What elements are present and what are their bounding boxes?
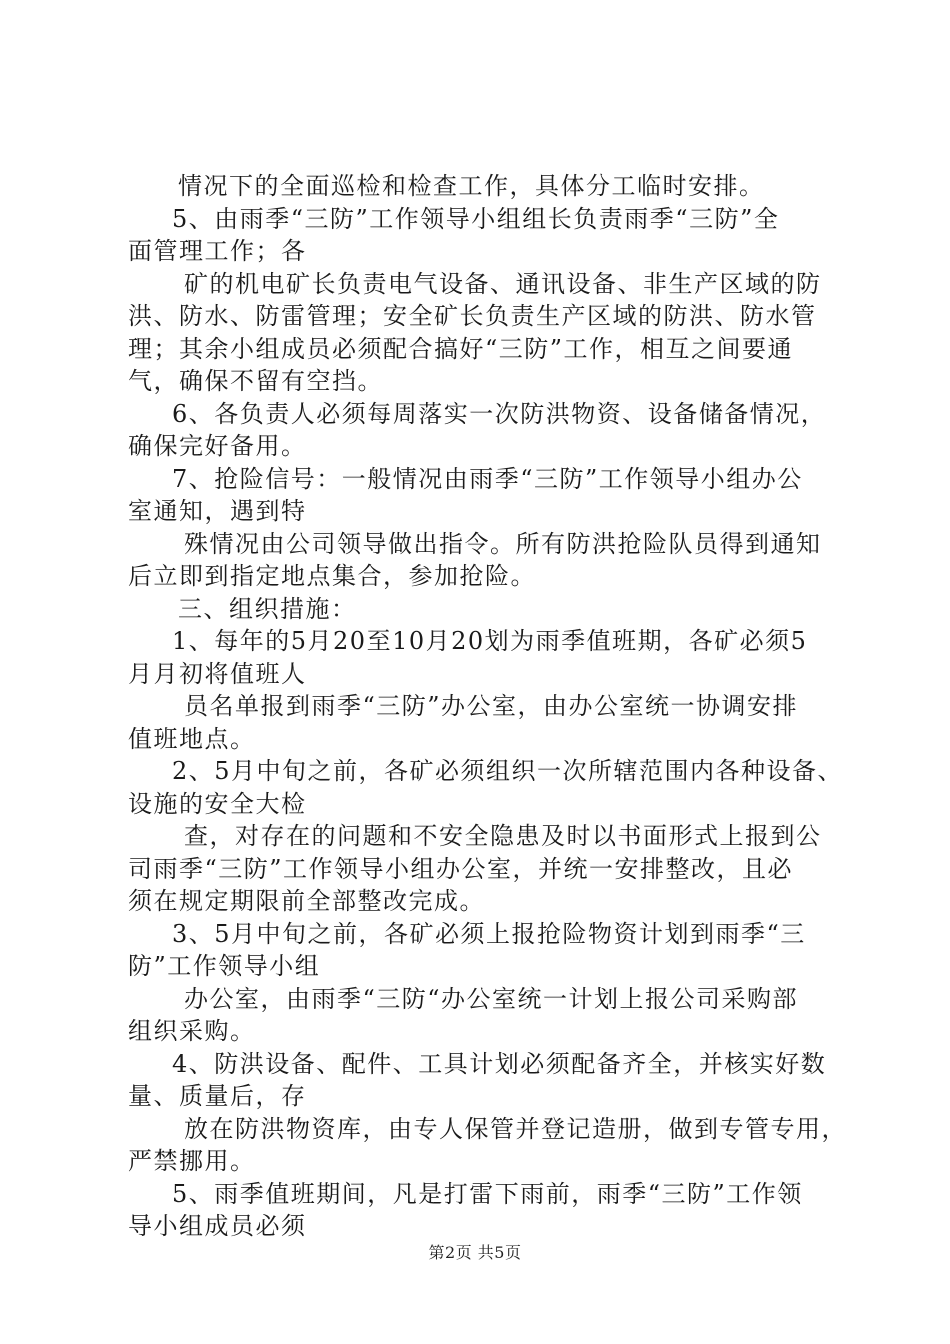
text-line: 7、抢险信号：一般情况由雨季“三防”工作领导小组办公 — [172, 464, 803, 493]
text-line: 量、质量后，存 — [128, 1082, 307, 1110]
text-line: 6、各负责人必须每周落实一次防洪物资、设备储备情况， — [172, 399, 827, 428]
text-line: 1、每年的5月20至10月20划为雨季值班期，各矿必须5 — [172, 627, 808, 655]
text-line: 办公室，由雨季“三防“办公室统一计划上报公司采购部 — [184, 984, 799, 1013]
text-line: 导小组成员必须 — [128, 1212, 307, 1240]
text-line: 确保完好备用。 — [128, 432, 307, 460]
text-line: 防”工作领导小组 — [128, 952, 321, 980]
text-line: 4、防洪设备、配件、工具计划必须配备齐全，并核实好数 — [172, 1049, 827, 1078]
text-line: 查，对存在的问题和不安全隐患及时以书面形式上报到公 — [184, 822, 822, 850]
text-line: 矿的机电矿长负责电气设备、通讯设备、非生产区域的防 — [184, 269, 822, 298]
text-line: 后立即到指定地点集合，参加抢险。 — [128, 562, 536, 590]
text-line: 2、5月中旬之前，各矿必须组织一次所辖范围内各种设备、 — [172, 757, 844, 785]
document-body — [128, 170, 847, 1243]
text-line: 室通知，遇到特 — [128, 497, 307, 525]
text-line: 理；其余小组成员必须配合搞好“三防”工作，相互之间要通 — [128, 334, 794, 363]
text-line: 月月初将值班人 — [128, 659, 307, 688]
text-line: 气，确保不留有空挡。 — [128, 367, 383, 395]
text-line: 员名单报到雨季“三防”办公室，由办公室统一协调安排 — [184, 692, 799, 720]
text-line: 5、由雨季“三防”工作领导小组组长负责雨季“三防”全 — [172, 204, 780, 233]
text-line: 司雨季“三防”工作领导小组办公室，并统一安排整改，且必 — [128, 854, 794, 883]
text-line: 三、组织措施： — [178, 594, 357, 623]
text-line: 放在防洪物资库，由专人保管并登记造册，做到专管专用， — [184, 1114, 847, 1143]
text-line: 殊情况由公司领导做出指令。所有防洪抢险队员得到通知 — [184, 529, 822, 558]
text-line: 须在规定期限前全部整改完成。 — [128, 887, 485, 915]
text-line: 5、雨季值班期间，凡是打雷下雨前，雨季“三防”工作领 — [172, 1179, 803, 1208]
text-line: 3、5月中旬之前，各矿必须上报抢险物资计划到雨季“三 — [172, 919, 806, 948]
text-line: 面管理工作；各 — [128, 237, 307, 265]
text-line: 严禁挪用。 — [128, 1147, 256, 1175]
page-footer: 第2页 共5页 — [428, 1243, 522, 1262]
text-line: 值班地点。 — [128, 724, 256, 753]
text-line: 情况下的全面巡检和检查工作，具体分工临时安排。 — [178, 172, 765, 200]
text-line: 洪、防水、防雷管理；安全矿长负责生产区域的防洪、防水管 — [128, 302, 817, 330]
text-line: 组织采购。 — [128, 1017, 256, 1045]
text-line: 设施的安全大检 — [128, 789, 307, 818]
